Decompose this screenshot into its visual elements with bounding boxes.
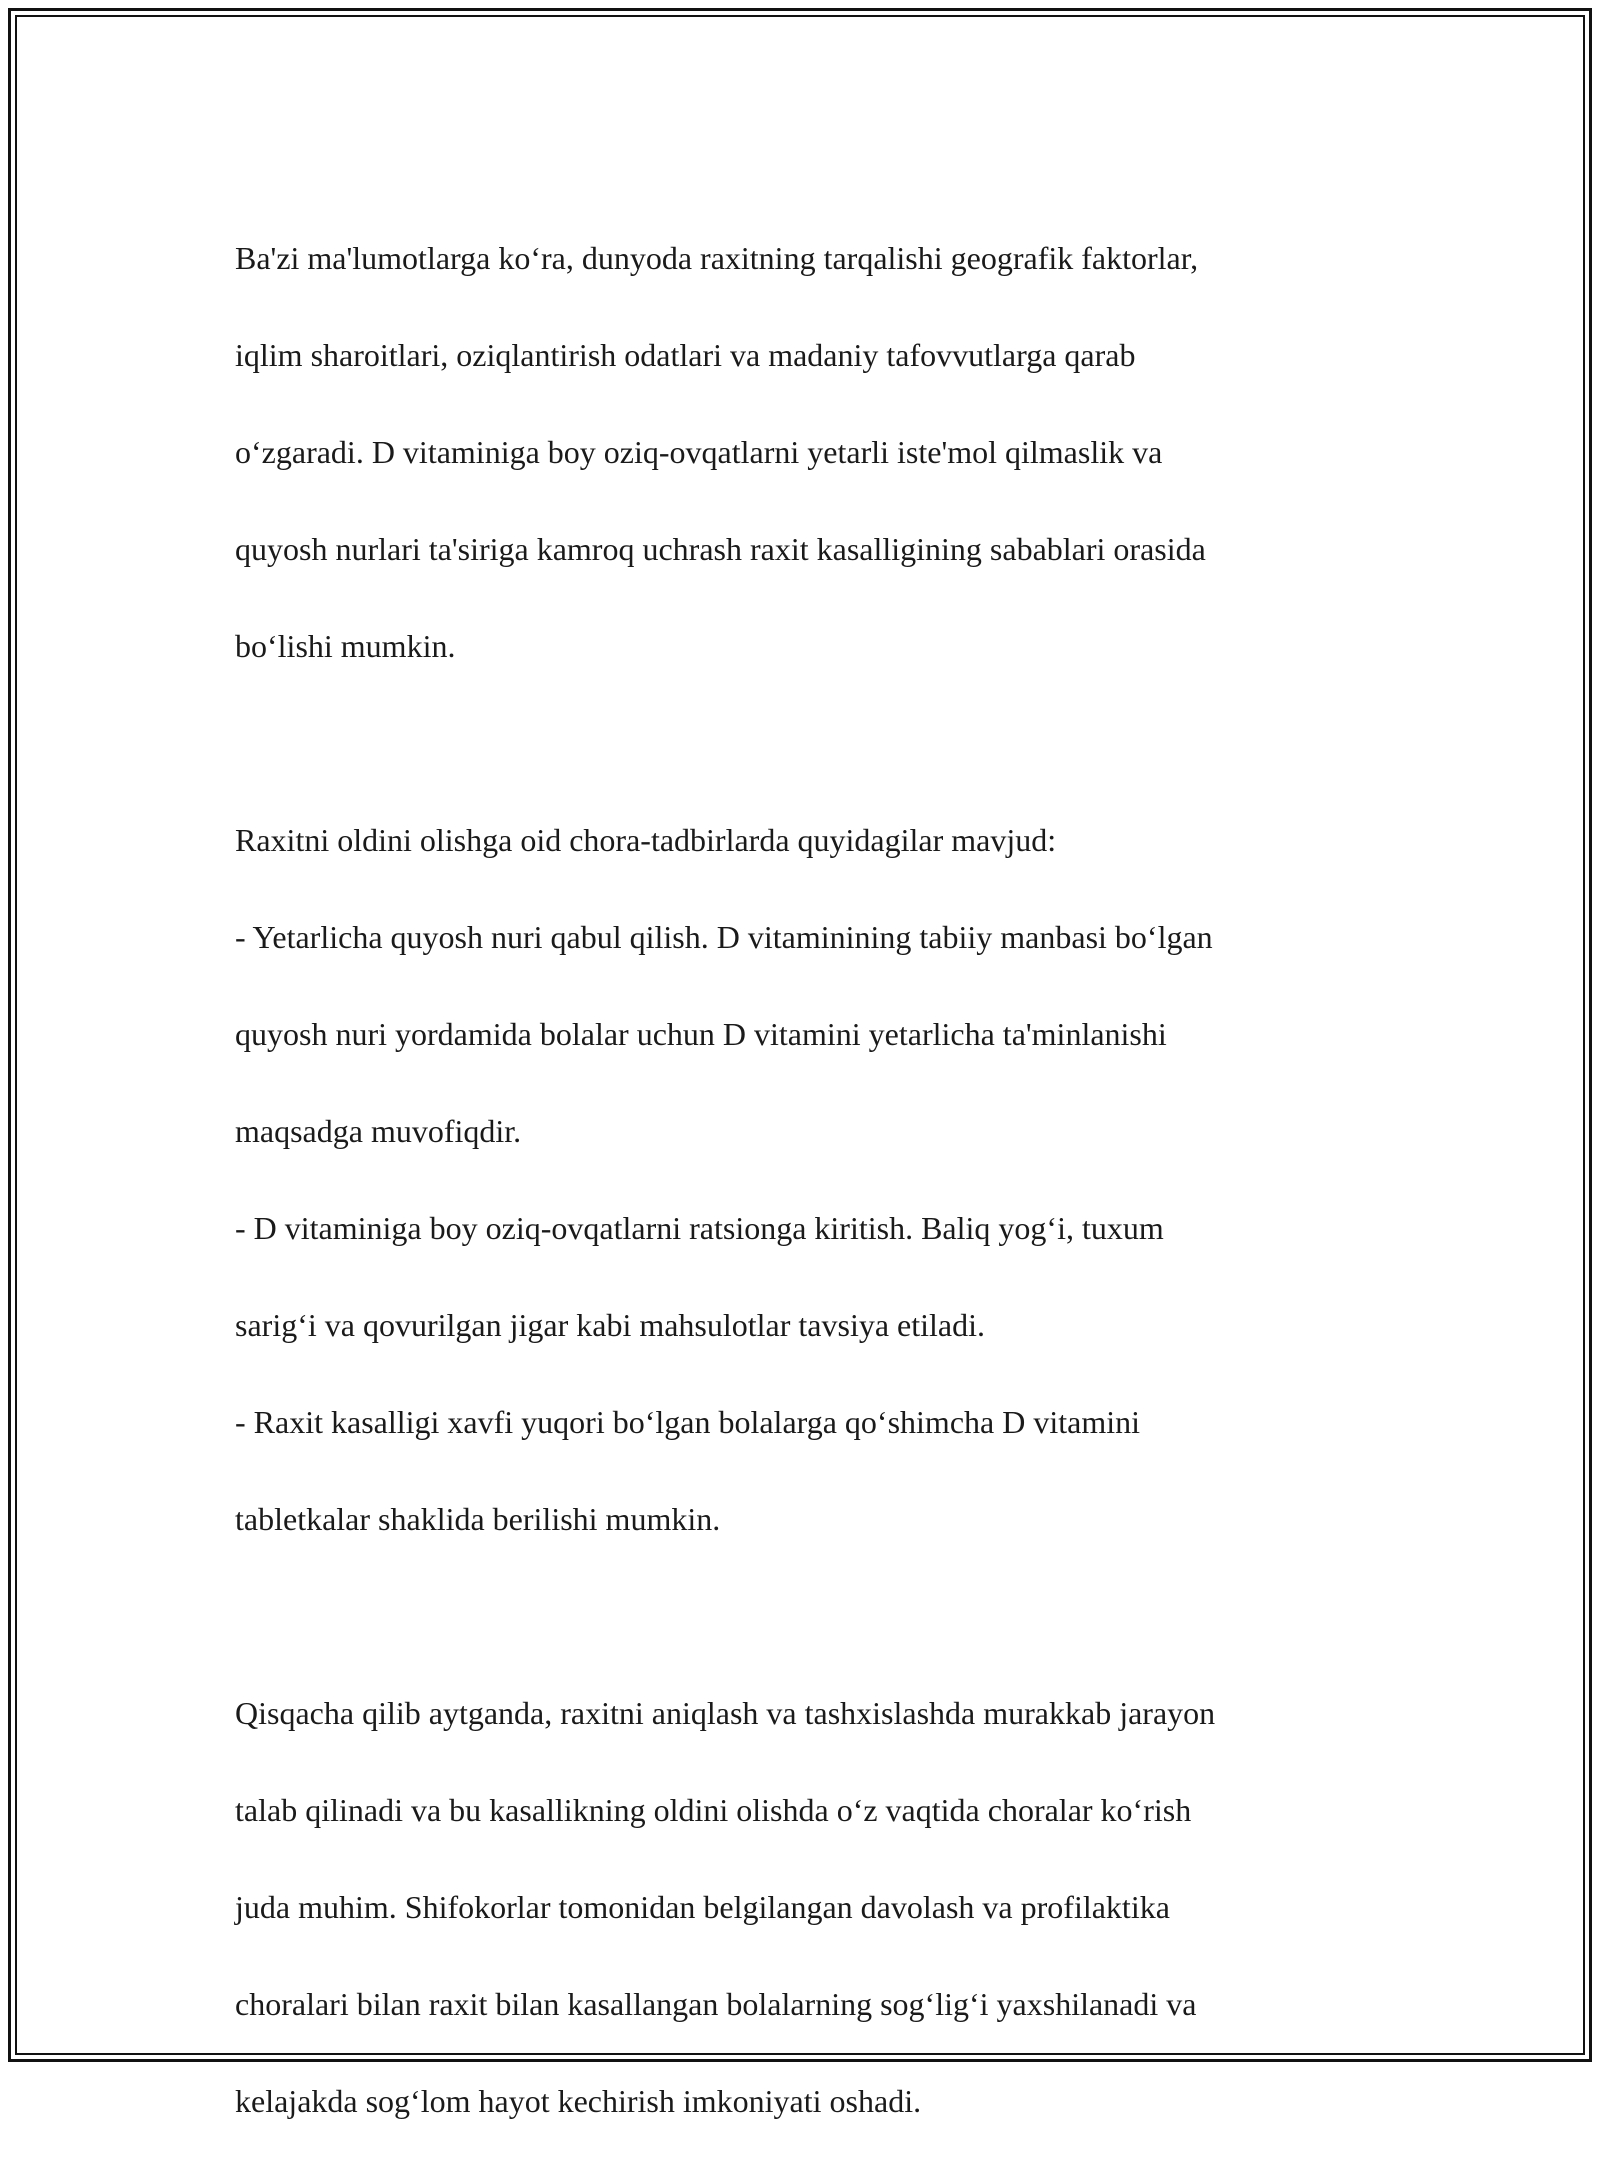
text-line: Ba'zi ma'lumotlarga ko‘ra, dunyoda raxitning tarqalishi geografik faktorlar, bbox=[235, 239, 1199, 276]
text-line: quyosh nurlari ta'siriga kamroq uchrash raxit kasalligining sabablari orasida bbox=[235, 530, 1206, 567]
text-line: talab qilinadi va bu kasallikning oldini olishda o‘z vaqtida choralar ko‘rish bbox=[235, 1791, 1192, 1828]
text-line: tabletkalar shaklida berilishi mumkin. bbox=[235, 1500, 721, 1537]
list-item-line: - Raxit kasalligi xavfi yuqori bo‘lgan bolalarga qo‘shimcha D vitamini bbox=[235, 1403, 1140, 1440]
text-line: quyosh nuri yordamida bolalar uchun D vitamini yetarlicha ta'minlanishi bbox=[235, 1015, 1167, 1052]
text-line: sarig‘i va qovurilgan jigar kabi mahsulotlar tavsiya etiladi. bbox=[235, 1306, 986, 1343]
text-line: Raxitni oldini olishga oid chora-tadbirlarda quyidagilar mavjud: bbox=[235, 821, 1057, 858]
document-body bbox=[235, 185, 1375, 2174]
text-line: juda muhim. Shifokorlar tomonidan belgilangan davolash va profilaktika bbox=[235, 1888, 1170, 1925]
list-item-line: - Yetarlicha quyosh nuri qabul qilish. D vitaminining tabiiy manbasi bo‘lgan bbox=[235, 918, 1213, 955]
list-item-line: - D vitaminiga boy oziq-ovqatlarni ratsionga kiritish. Baliq yog‘i, tuxum bbox=[235, 1209, 1164, 1246]
text-line: choralari bilan raxit bilan kasallangan bolalarning sog‘lig‘i yaxshilanadi va bbox=[235, 1985, 1197, 2022]
paragraph-prevention bbox=[235, 767, 1375, 1592]
text-line: maqsadga muvofiqdir. bbox=[235, 1112, 522, 1149]
paragraph-geography bbox=[235, 185, 1375, 719]
paragraph-summary bbox=[235, 1640, 1375, 2174]
text-line: kelajakda sog‘lom hayot kechirish imkoniyati oshadi. bbox=[235, 2082, 922, 2119]
text-line: iqlim sharoitlari, oziqlantirish odatlari va madaniy tafovvutlarga qarab bbox=[235, 336, 1136, 373]
text-line: bo‘lishi mumkin. bbox=[235, 627, 456, 664]
text-line: o‘zgaradi. D vitaminiga boy oziq-ovqatlarni yetarli iste'mol qilmaslik va bbox=[235, 433, 1163, 470]
text-line: Qisqacha qilib aytganda, raxitni aniqlash va tashxislashda murakkab jarayon bbox=[235, 1694, 1216, 1731]
